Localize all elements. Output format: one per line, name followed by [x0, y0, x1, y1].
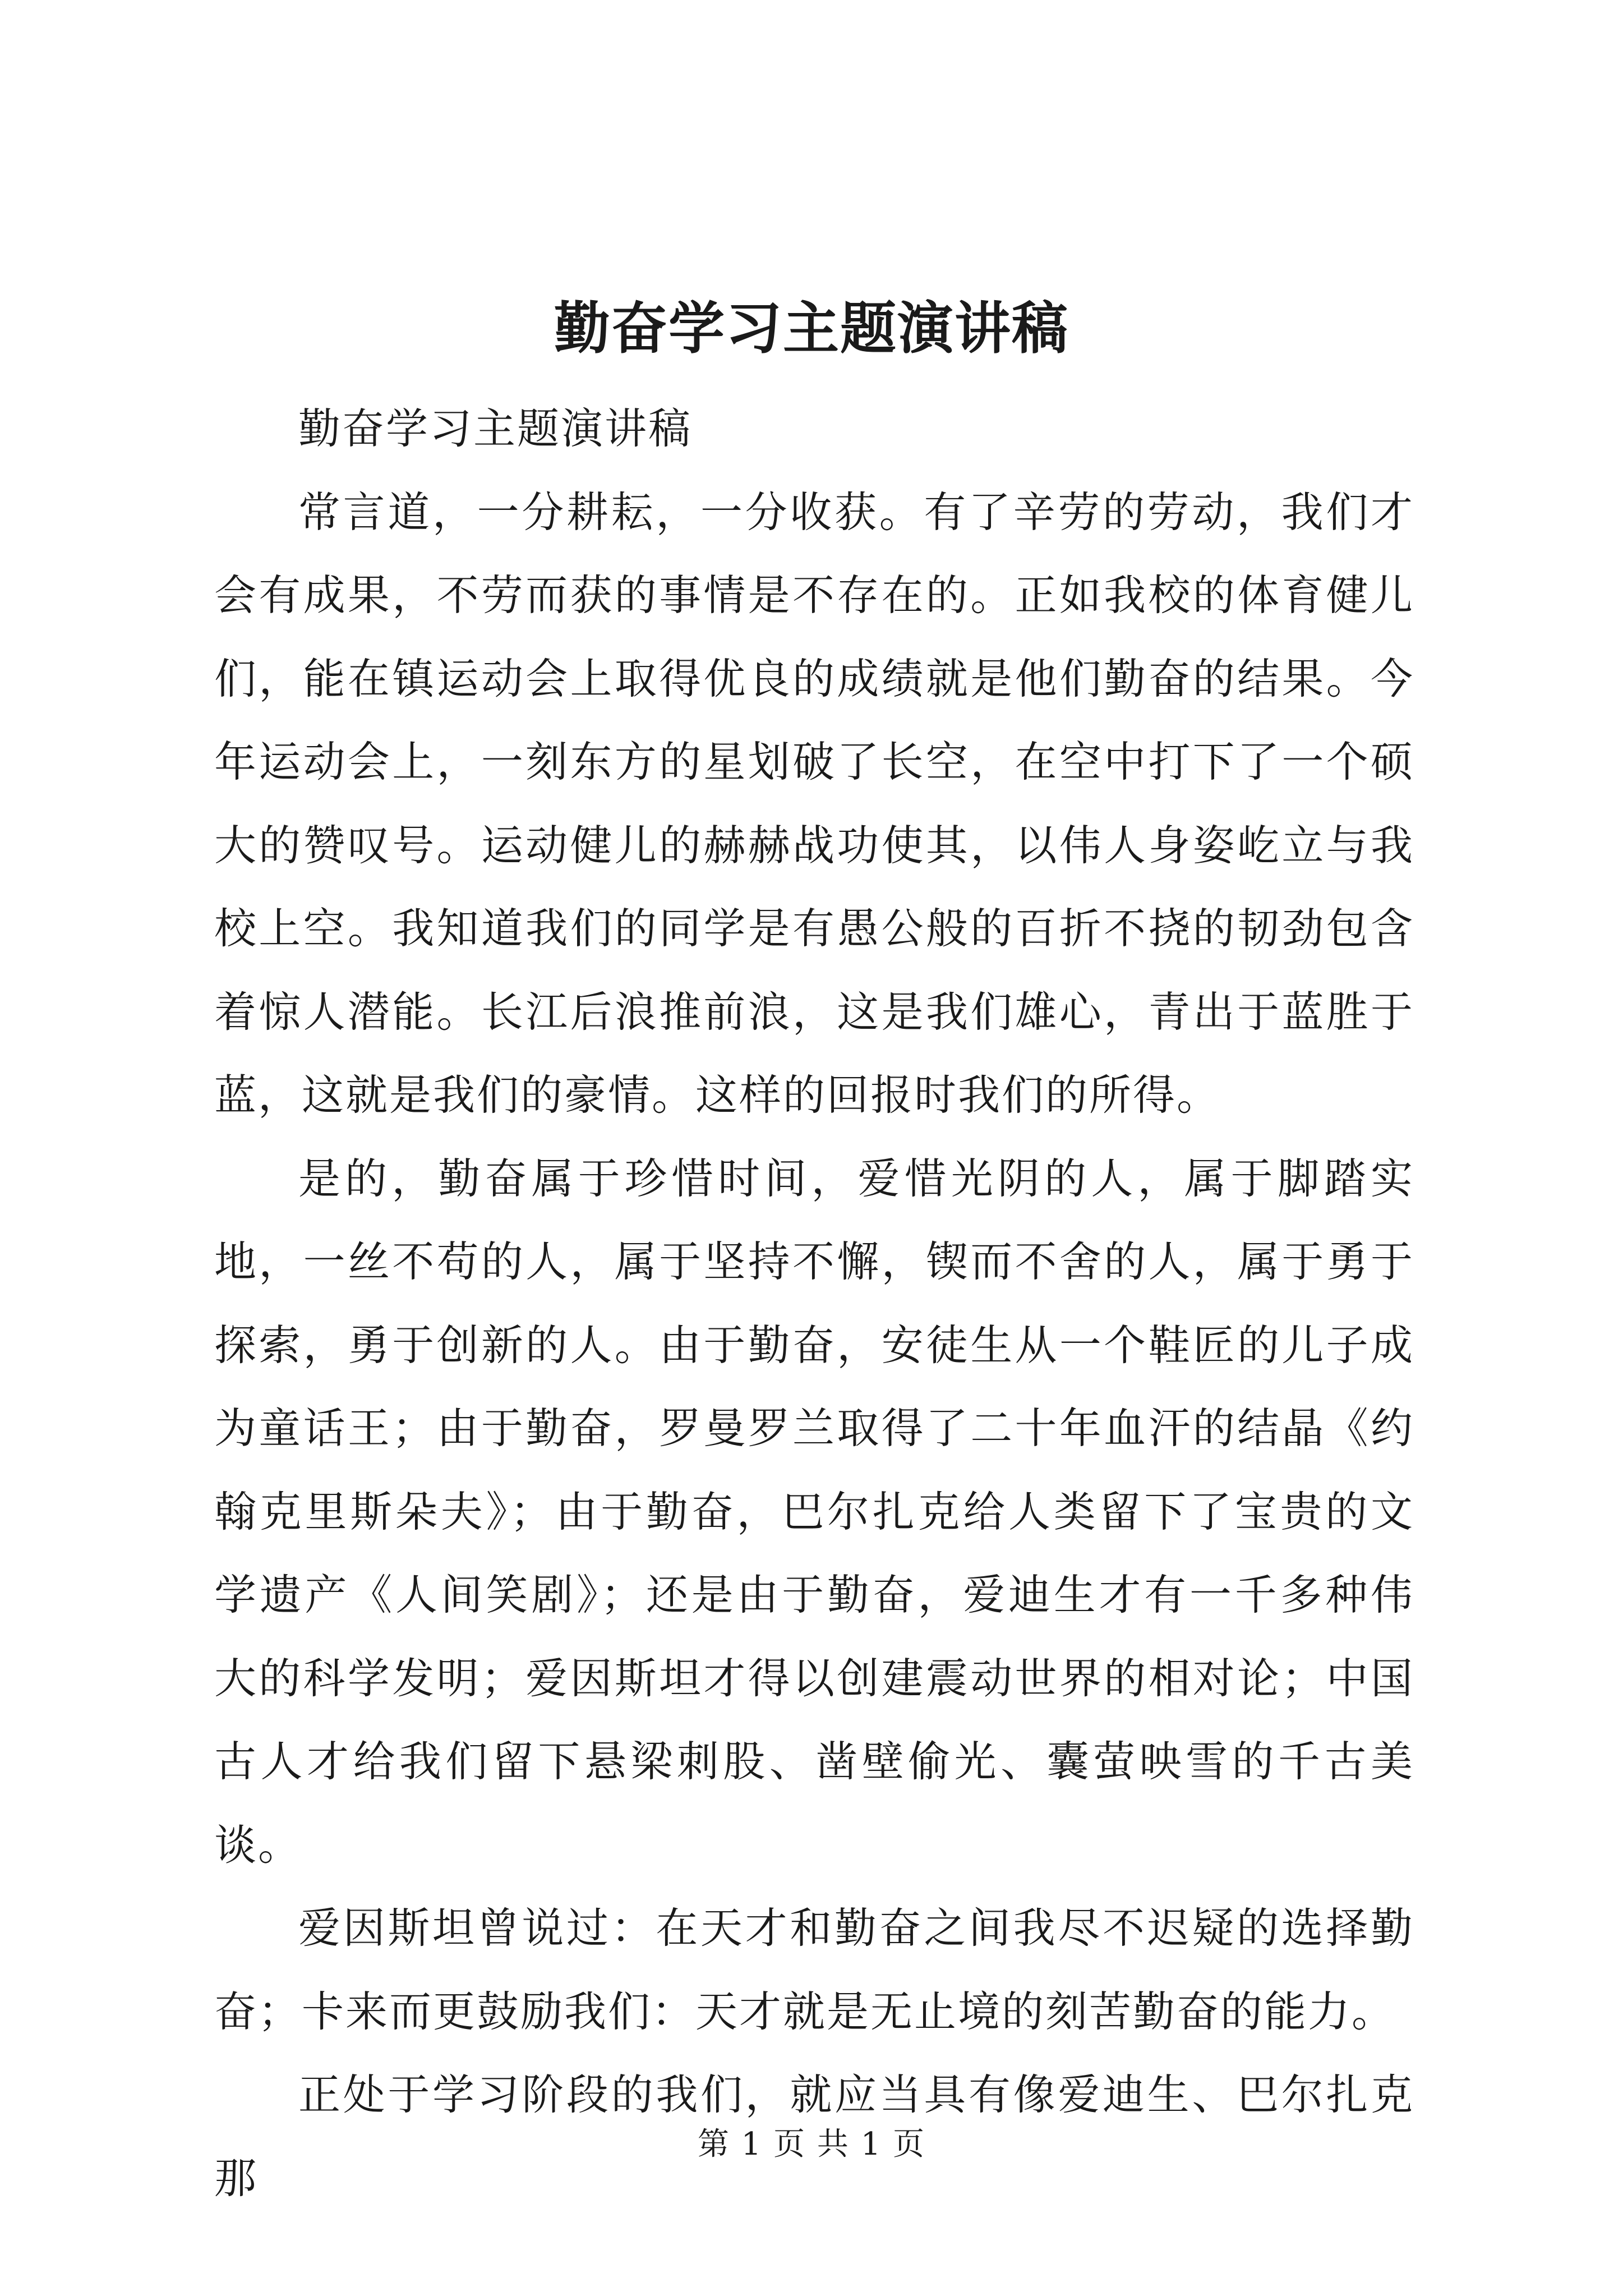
paragraph: 爱因斯坦曾说过：在天才和勤奋之间我尽不迟疑的选择勤奋；卡来而更鼓励我们：天才就是无止境的刻苦勤奋的能力。	[214, 1903, 1414, 2036]
page-footer: 第 1 页 共 1 页	[697, 2126, 926, 2162]
paragraph: 是的，勤奋属于珍惜时间，爱惜光阴的人，属于脚踏实地，一丝不苟的人，属于坚持不懈，锲而不舍的人，属于勇于探索，勇于创新的人。由于勤奋，安徒生从一个鞋匠的儿子成为童话王；由于勤奋，罗曼罗兰取得了二十年血汗的结晶《约翰克里斯朵夫》；由于勤奋，巴尔扎克给人类留下了宝贵的文学遗产《人间笑剧》；还是由于勤奋，爱迪生才有一千多种伟大的科学发明；爱因斯坦才得以创建震动世界的相对论；中国古人才给我们留下悬梁刺股、凿壁偷光、囊萤映雪的千古美谈。	[214, 1153, 1414, 1870]
paragraph: 常言道，一分耕耘，一分收获。有了辛劳的劳动，我们才会有成果，不劳而获的事情是不存在的。正如我校的体育健儿们，能在镇运动会上取得优良的成绩就是他们勤奋的结果。今年运动会上，一刻东方的星划破了长空，在空中打下了一个硕大的赞叹号。运动健儿的赫赫战功使其，以伟人身姿屹立与我校上空。我知道我们的同学是有愚公般的百折不挠的韧劲包含着惊人潜能。长江后浪推前浪，这是我们雄心，青出于蓝胜于蓝，这就是我们的豪情。这样的回报时我们的所得。	[214, 487, 1414, 1120]
document-title: 勤奋学习主题演讲稿	[554, 295, 1069, 361]
paragraph: 正处于学习阶段的我们，就应当具有像爱迪生、巴尔扎克那	[214, 2070, 1414, 2203]
document-body	[214, 387, 1414, 2220]
paragraph-subtitle: 勤奋学习主题演讲稿	[298, 404, 693, 453]
